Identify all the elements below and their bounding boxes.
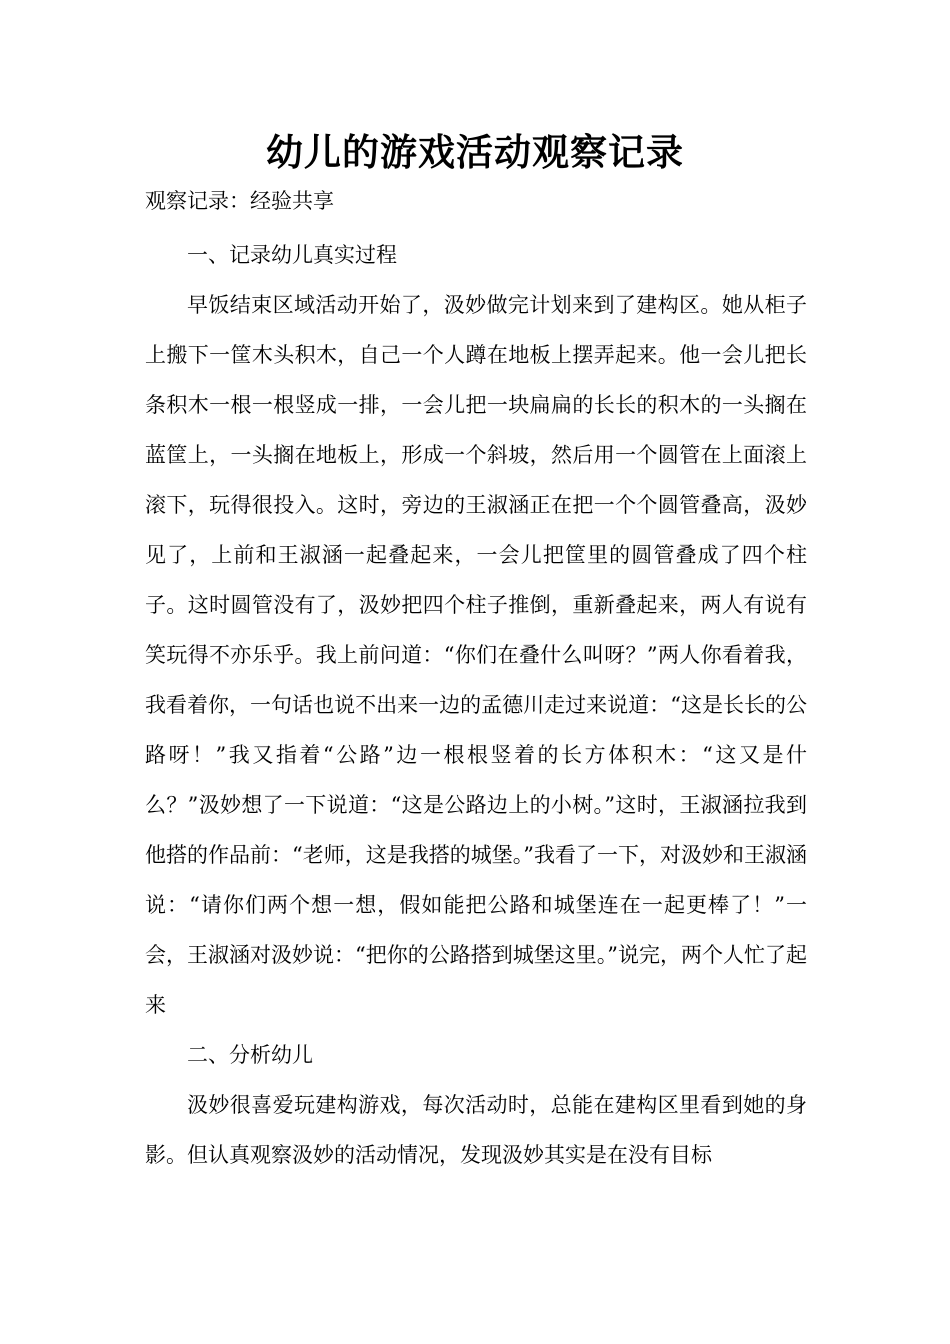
document-subtitle: 观察记录：经验共享 (145, 189, 334, 213)
section-paragraph-1: 早饭结束区域活动开始了，汲妙做完计划来到了建构区。她从柜子上搬下一筐木头积木，自己一个人蹲在地板上摆弄起来。他一会儿把长条积木一根一根竖成一排，一会儿把一块扁扁的长长的积木的一头搁在蓝筐上，一头搁在地板上，形成一个斜坡，然后用一个圆管在上面滚上滚下，玩得很投入。这时，旁边的王淑涵正在把一个个圆管叠高，汲妙见了，上前和王淑涵一起叠起来，一会儿把筐里的圆管叠成了四个柱子。这时圆管没有了，汲妙把四个柱子推倒，重新叠起来，两人有说有笑玩得不亦乐乎。我上前问道：“你们在叠什么叫呀？”两人你看着我，我看着你，一句话也说不出来一边的孟德川走过来说道：“这是长长的公路呀！”我又指着“公路”边一根根竖着的长方体积木：“这又是什么？”汲妙想了一下说道：“这是公路边上的小树。”这时，王淑涵拉我到他搭的作品前：“老师，这是我搭的城堡。”我看了一下，对汲妙和王淑涵说：“请你们两个想一想，假如能把公路和城堡连在一起更棒了！”一会，王淑涵对汲妙说：“把你的公路搭到城堡这里。”说完，两个人忙了起来 (145, 293, 807, 1017)
section-paragraph-2: 汲妙很喜爱玩建构游戏，每次活动时，总能在建构区里看到她的身影。但认真观察汲妙的活动情况，发现汲妙其实是在没有目标 (145, 1093, 807, 1167)
section-heading-1: 一、记录幼儿真实过程 (187, 243, 397, 267)
document-title: 幼儿的游戏活动观察记录 (266, 130, 684, 174)
document-body (145, 230, 807, 1180)
section-heading-2: 二、分析幼儿 (187, 1043, 313, 1067)
